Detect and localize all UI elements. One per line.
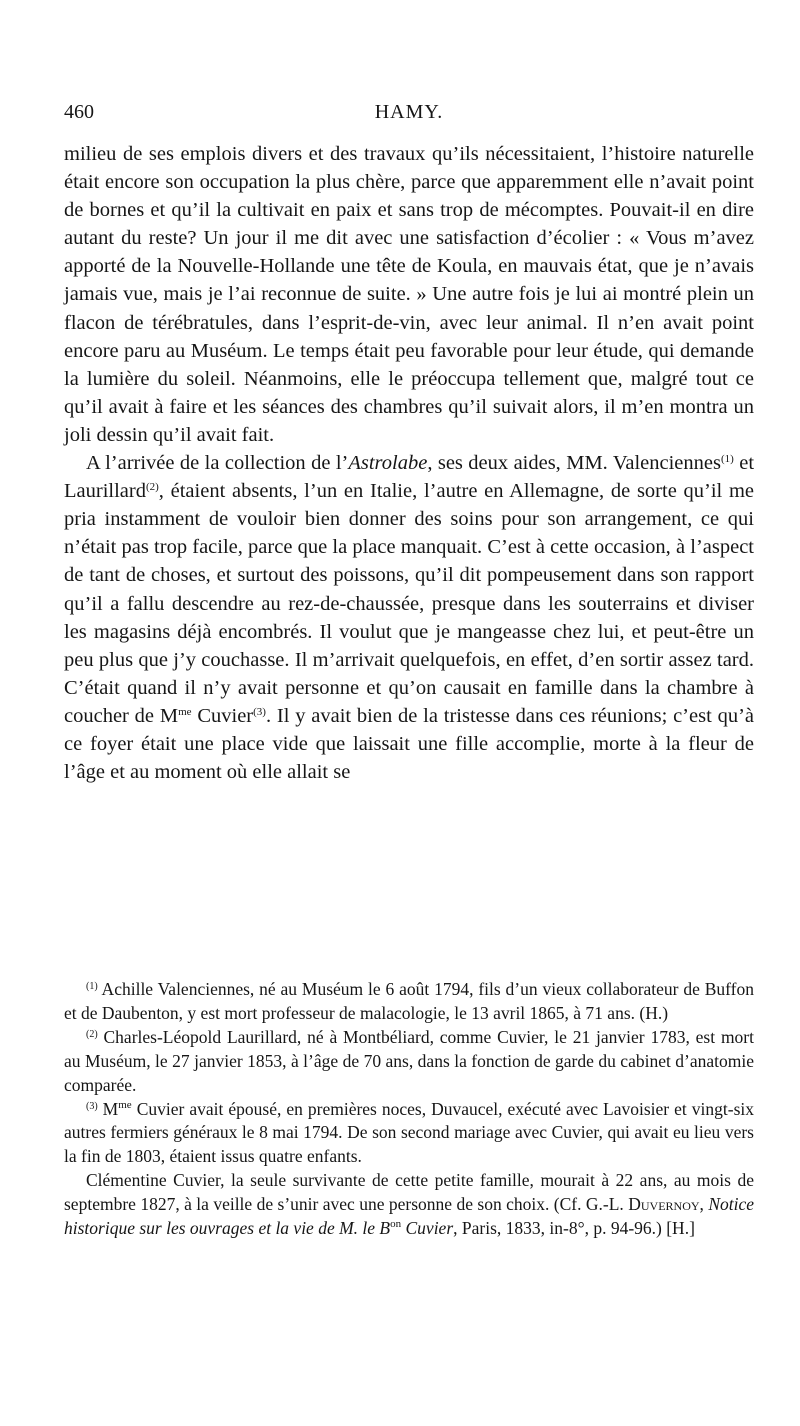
footnote-ref-3: (3) <box>253 705 266 718</box>
footnote-3-continued <box>64 1169 754 1241</box>
superscript-me: me <box>178 705 192 718</box>
footnote-text: Achille Valenciennes, né au Muséum le 6 août 1794, fils d’un vieux collaborateur de Buffon et de Daubenton, y est mort professeur de malacologie, le 13 avril 1865, à 71 ans. (H.) <box>64 979 754 1023</box>
footnote-text: Clémentine Cuvier, la seule survivante de cette petite famille, mourait à 22 ans, au mois de septembre 1827, à la veille de s’unir avec une personne de son choix. (Cf. G.-L. <box>64 1170 754 1215</box>
footnote-ref-1: (1) <box>720 453 734 466</box>
text-run: et Laurillard <box>64 452 755 503</box>
footnote-ref-2: (2) <box>145 481 159 494</box>
footnote-1 <box>64 978 754 1026</box>
text-run: , étaient absents, l’un en Italie, l’autre en Allemagne, de sorte qu’il me pria instamment de vouloir bien donner des soins pour son arrangement, ce qui n’était pas trop facile, parce que la place manquait. C’est à cette occasion, à l’aspect de tant de choses, et surtout des poissons, qu’il dit pompeusement dans son rapport qu’il a fallu descendre au rez-de-chaussée, presque dans les souterrains et diviser les magasins déjà encombrés. Il voulut que je mangeasse chez lui, et peut-être un peu plus que j’y couchasse. Il m’arrivait quelquefois, en effet, d’en sortir assez tard. C’était quand il n’y avait personne et qu’on causait en famille dans la chambre à coucher de M <box>64 480 754 727</box>
footnote-text: Cuvier avait épousé, en premières noces, Duvaucel, exécuté avec Lavoisier et vingt-six autres fermiers généraux le 8 mai 1794. De son second mariage avec Cuvier, qui avait eu lieu vers la fin de 1803, étaient issus quatre enfants. <box>64 1098 755 1167</box>
text-run: . Il y avait bien de la tristesse dans ces réunions; c’est qu’à ce foyer était une place vide que laissait une fille accomplie, morte à la fleur de l’âge et au moment où elle allait se <box>64 704 755 784</box>
superscript-me: me <box>118 1098 132 1111</box>
superscript-on: on <box>390 1218 402 1231</box>
cited-author: Duvernoy <box>628 1194 700 1215</box>
footnote-text: , Paris, 1833, in-8°, p. 94-96.) [H.] <box>453 1218 695 1239</box>
text-run: A l’arrivée de la collection de l’ <box>86 452 349 475</box>
footnote-text: , <box>699 1194 709 1215</box>
page-number: 460 <box>64 101 94 123</box>
footnote-3 <box>64 1098 754 1170</box>
footnote-2 <box>64 1026 754 1098</box>
footnote-text: M <box>97 1098 119 1119</box>
running-title: HAMY. <box>374 101 444 123</box>
footnote-mark-3: (3) <box>86 1100 98 1112</box>
footnote-mark-1: (1) <box>86 981 98 992</box>
text-run: , ses deux aides, MM. Valenciennes <box>427 452 721 475</box>
footnotes <box>64 978 754 1241</box>
text-run: Cuvier <box>191 704 254 727</box>
footnote-mark-2: (2) <box>86 1028 98 1040</box>
main-text <box>64 140 754 786</box>
page-header <box>64 101 754 135</box>
paragraph-2 <box>64 449 754 786</box>
ship-name: Astrolabe <box>348 452 428 475</box>
cited-title: Notice historique sur les ouvrages et la vie de M. le B <box>64 1194 755 1239</box>
cited-title-end: Cuvier <box>401 1218 454 1239</box>
paragraph-1: milieu de ses emplois divers et des travaux qu’ils nécessitaient, l’histoire naturelle était encore son occupation la plus chère, parce que apparemment elle n’avait point de bornes et qu’il la cultivait en paix et sans trop de mécomptes. Pouvait-il en dire autant du reste? Un jour il me dit avec une satisfaction d’écolier : « Vous m’avez apporté de la Nouvelle-Hollande une tête de Koula, en mauvais état, que je n’avais jamais vue, mais je l’ai reconnue de suite. » Une autre fois je lui ai montré plein un flacon de térébratules, dans l’esprit-de-vin, avec leur animal. Il n’en avait point encore paru au Muséum. Le temps était peu favorable pour leur étude, qui demande la lumière du soleil. Néanmoins, elle le préoccupa tellement que, malgré tout ce qu’il avait à faire et les séances des chambres qu’il suivait alors, il m’en montra un joli dessin qu’il avait fait. <box>64 143 754 446</box>
footnote-text: Charles-Léopold Laurillard, né à Montbéliard, comme Cuvier, le 21 janvier 1783, est mort au Muséum, le 27 janvier 1853, à l’âge de 70 ans, dans la fonction de garde du cabinet d’anatomie comparée. <box>64 1026 754 1095</box>
